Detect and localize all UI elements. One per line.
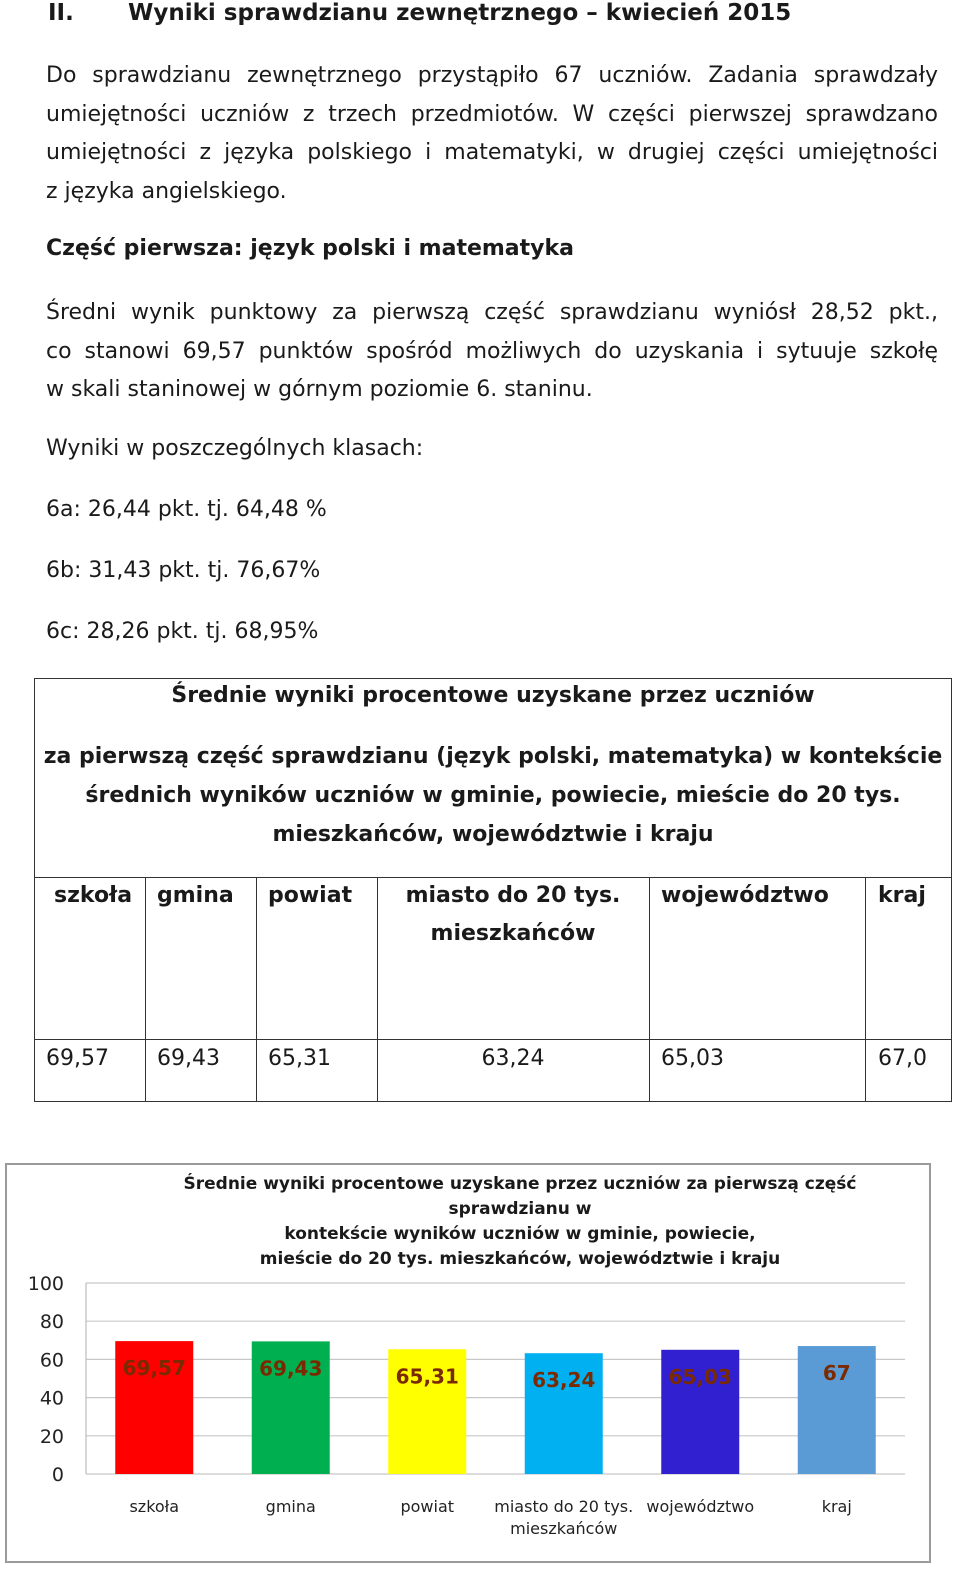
x-category-label: gmina [265,1497,316,1516]
y-tick-label: 0 [51,1464,64,1486]
table-header-cell: szkoła [54,883,133,908]
bar-value-label: 63,24 [532,1368,596,1393]
x-category-label: miasto do 20 tys. [494,1497,634,1516]
y-tick-label: 40 [39,1387,64,1410]
part1-title: Część pierwsza: język polski i matematyka [46,236,574,261]
bar-value-label: 69,43 [259,1356,323,1381]
class-result-6c: 6c: 28,26 pkt. tj. 68,95% [46,619,319,644]
table-value-cell: 69,57 [46,1046,109,1071]
section-number: II. [48,0,74,26]
table-value-cell: 65,03 [661,1046,724,1071]
class-result-6b: 6b: 31,43 pkt. tj. 76,67% [46,558,321,583]
bar-value-label: 67 [822,1361,851,1386]
table-header-cell: powiat [268,883,353,908]
classes-label: Wyniki w poszczególnych klasach: [46,436,424,461]
chart-title-line: mieście do 20 tys. mieszkańców, województwie i kraju [259,1249,781,1269]
table-header-cell: województwo [661,883,829,908]
y-tick-label: 20 [39,1425,64,1448]
bar-value-label: 69,57 [122,1356,186,1381]
chart-title-line: kontekście wyników uczniów w gminie, powiecie, [284,1224,756,1244]
intro-line: Do sprawdzianu zewnętrznego przystąpiło 67 uczniów. Zadania sprawdzały [46,63,938,88]
y-tick-label: 60 [39,1349,64,1372]
class-result-6a: 6a: 26,44 pkt. tj. 64,48 % [46,497,327,522]
part1-line: w skali staninowej w górnym poziomie 6. staninu. [46,377,593,402]
bar-value-label: 65,31 [395,1364,459,1389]
table-title-line: mieszkańców, województwie i kraju [272,822,714,847]
intro-line: z języka angielskiego. [46,178,287,204]
table-header-cell: kraj [878,883,926,908]
intro-line: umiejętności z języka polskiego i matematyki, w drugiej części umiejętności [46,140,938,165]
part1-line: Średni wynik punktowy za pierwszą część sprawdzianu wyniósł 28,52 pkt., [46,300,938,325]
table-header-cell: gmina [157,883,234,908]
table-value-cell: 67,0 [878,1046,927,1071]
x-category-label: powiat [400,1497,455,1516]
x-category-label: kraj [821,1497,852,1516]
x-category-label: województwo [646,1497,755,1516]
table-title-line: Średnie wyniki procentowe uzyskane przez uczniów [171,683,815,708]
x-category-label: szkoła [129,1497,180,1516]
intro-line: umiejętności uczniów z trzech przedmiotów. W części pierwszej sprawdzano [46,101,938,127]
x-category-label: mieszkańców [510,1519,618,1538]
part1-line: co stanowi 69,57 punktów spośród możliwych do uzyskania i sytuuje szkołę [46,338,938,364]
table-header-line: miasto do 20 tys. [405,883,621,908]
y-tick-label: 100 [27,1273,64,1295]
bar-value-label: 65,03 [668,1364,732,1389]
chart-title-line: Średnie wyniki procentowe uzyskane przez uczniów za pierwszą część sprawdzianu w [183,1174,857,1219]
table-value-cell: 69,43 [157,1046,220,1071]
table-value-cell: 63,24 [481,1046,545,1071]
y-tick-label: 80 [39,1311,64,1334]
section-title: Wyniki sprawdzianu zewnętrznego – kwiecień 2015 [128,0,792,26]
table-title-line: za pierwszą część sprawdzianu (język polski, matematyka) w kontekście [43,744,943,769]
table-value-cell: 65,31 [268,1046,331,1071]
table-header-line: mieszkańców [430,921,596,946]
table-title-line: średnich wyników uczniów w gminie, powiecie, mieście do 20 tys. [85,783,901,808]
